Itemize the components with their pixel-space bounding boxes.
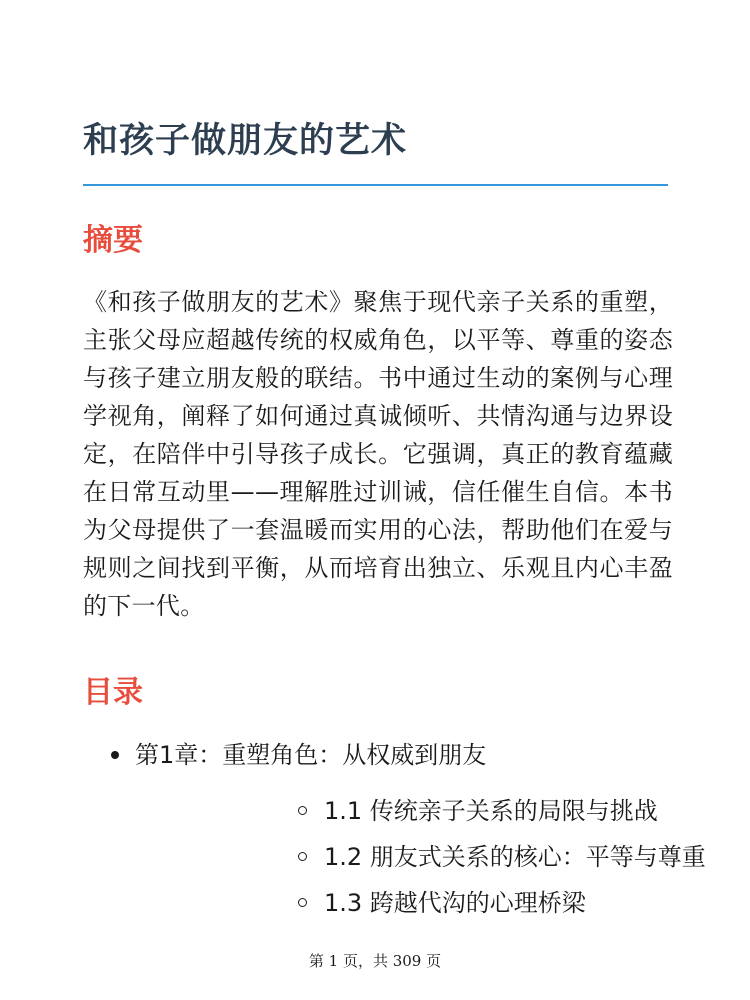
- summary-heading: 摘要: [83, 223, 143, 258]
- page-number-footer: 第 1 页，共 309 页: [308, 952, 442, 970]
- toc-chapter-label: 第1章：重塑角色：从权威到朋友: [135, 741, 487, 769]
- toc-section-label: 1.3 跨越代沟的心理桥梁: [324, 889, 586, 917]
- toc-section-label: 1.1 传统亲子关系的局限与挑战: [324, 797, 658, 825]
- toc-section-label: 1.2 朋友式关系的核心：平等与尊重: [324, 843, 706, 871]
- title-divider: [83, 184, 668, 186]
- filled-bullet-icon: [111, 751, 119, 759]
- toc-section-1-1[interactable]: [135, 788, 750, 834]
- hollow-bullet-icon: [298, 806, 307, 815]
- document-title: 和孩子做朋友的艺术: [83, 121, 408, 161]
- toc-heading: 目录: [83, 675, 143, 710]
- toc-section-list: [135, 788, 750, 926]
- hollow-bullet-icon: [298, 852, 307, 861]
- toc-section-1-2[interactable]: [135, 834, 750, 880]
- toc-section-1-3[interactable]: [135, 880, 750, 926]
- toc-chapter-1[interactable]: [0, 732, 750, 926]
- table-of-contents: [0, 732, 750, 926]
- summary-paragraph: 《和孩子做朋友的艺术》聚焦于现代亲子关系的重塑，主张父母应超越传统的权威角色，以平等、尊重的姿态与孩子建立朋友般的联结。书中通过生动的案例与心理学视角，阐释了如何通过真诚倾听、共情沟通与边界设定，在陪伴中引导孩子成长。它强调，真正的教育蕴藏在日常互动里——理解胜过训诫，信任催生自信。本书为父母提供了一套温暖而实用的心法，帮助他们在爱与规则之间找到平衡，从而培育出独立、乐观且内心丰盈的下一代。: [83, 288, 673, 620]
- hollow-bullet-icon: [298, 898, 307, 907]
